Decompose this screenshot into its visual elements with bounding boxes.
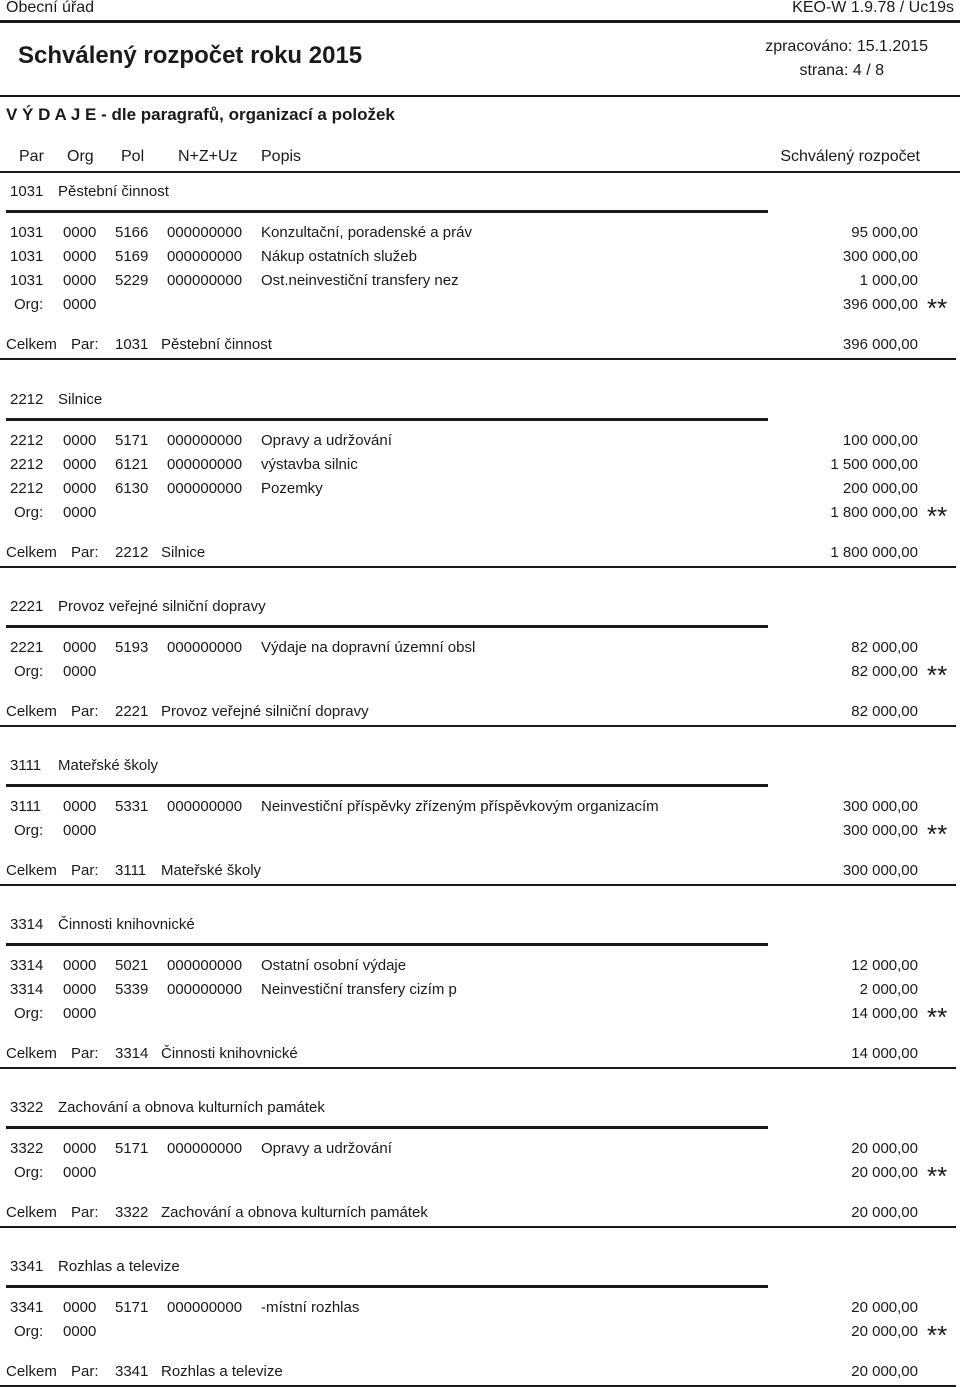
total-par-code: 2212	[115, 544, 149, 561]
total-label: Celkem	[6, 1363, 57, 1380]
row-amount: 300 000,00	[842, 798, 918, 815]
row-nzu: 000000000	[167, 798, 243, 815]
processed-info	[765, 38, 928, 56]
row-par: 3322	[10, 1140, 44, 1157]
row-pol: 5166	[115, 224, 149, 241]
section-total: 20 000,00	[851, 1204, 918, 1221]
org-subtotal: 14 000,00	[851, 1005, 918, 1022]
row-org: 0000	[63, 480, 97, 497]
org-code: 0000	[63, 296, 97, 313]
row-org: 0000	[63, 224, 97, 241]
row-nzu: 000000000	[167, 432, 243, 449]
section-total: 82 000,00	[851, 703, 918, 720]
section-total-rule	[0, 884, 956, 886]
total-label: Celkem	[6, 703, 57, 720]
row-amount: 1 000,00	[859, 272, 918, 289]
column-header-popis: Popis	[261, 148, 302, 165]
row-description: Konzultační, poradenské a práv	[261, 224, 472, 241]
row-par: 2212	[10, 432, 44, 449]
column-header-pol: Pol	[121, 148, 145, 165]
section-heading-rule	[6, 1285, 768, 1288]
row-pol: 5193	[115, 639, 149, 656]
total-par-label: Par:	[71, 862, 99, 879]
row-par: 2212	[10, 480, 44, 497]
section-heading-rule	[6, 418, 768, 421]
total-par-name: Činnosti knihovnické	[161, 1045, 298, 1062]
org-code: 0000	[63, 1005, 97, 1022]
row-amount: 1 500 000,00	[830, 456, 918, 473]
row-org: 0000	[63, 248, 97, 265]
org-code: 0000	[63, 1164, 97, 1181]
row-par: 2212	[10, 456, 44, 473]
section-heading-rule	[6, 943, 768, 946]
total-label: Celkem	[6, 1045, 57, 1062]
section-par-code: 2221	[10, 598, 44, 615]
row-pol: 5171	[115, 1299, 149, 1316]
row-pol: 5339	[115, 981, 149, 998]
total-par-name: Rozhlas a televize	[161, 1363, 283, 1380]
section-title: Rozhlas a televize	[58, 1258, 180, 1275]
subtotal-marker: **	[927, 1161, 948, 1191]
row-nzu: 000000000	[167, 957, 243, 974]
total-par-name: Zachování a obnova kulturních památek	[161, 1204, 428, 1221]
column-header-org: Org	[67, 148, 94, 165]
row-par: 2221	[10, 639, 44, 656]
org-label: Org:	[14, 1323, 44, 1340]
total-par-label: Par:	[71, 336, 99, 353]
total-par-code: 3314	[115, 1045, 149, 1062]
section-total-rule	[0, 566, 956, 568]
total-par-code: 1031	[115, 336, 149, 353]
row-par: 1031	[10, 248, 44, 265]
row-org: 0000	[63, 272, 97, 289]
row-par: 3111	[10, 798, 42, 815]
section-title: Provoz veřejné silniční dopravy	[58, 598, 266, 615]
org-code: 0000	[63, 663, 97, 680]
row-org: 0000	[63, 981, 97, 998]
row-pol: 5229	[115, 272, 149, 289]
row-description: Nákup ostatních služeb	[261, 248, 417, 265]
row-description: Ostatní osobní výdaje	[261, 957, 407, 974]
section-par-code: 3111	[10, 757, 42, 774]
row-amount: 20 000,00	[851, 1299, 918, 1316]
row-org: 0000	[63, 957, 97, 974]
total-par-label: Par:	[71, 1045, 99, 1062]
section-total: 300 000,00	[842, 862, 918, 879]
row-pol: 6130	[115, 480, 149, 497]
row-nzu: 000000000	[167, 480, 243, 497]
row-pol: 5171	[115, 1140, 149, 1157]
total-par-name: Silnice	[161, 544, 206, 561]
page-number: 4 / 8	[852, 62, 884, 79]
subtotal-marker: **	[927, 819, 948, 849]
row-amount: 100 000,00	[842, 432, 918, 449]
total-par-label: Par:	[71, 1204, 99, 1221]
total-par-name: Mateřské školy	[161, 862, 262, 879]
row-nzu: 000000000	[167, 224, 243, 241]
section-total-rule	[0, 1226, 956, 1228]
org-label: Org:	[14, 663, 44, 680]
section-title: Činnosti knihovnické	[58, 916, 195, 933]
section-title: Mateřské školy	[58, 757, 159, 774]
section-total: 14 000,00	[851, 1045, 918, 1062]
page-info	[799, 62, 884, 80]
row-amount: 12 000,00	[851, 957, 918, 974]
processed-label: zpracováno:	[765, 38, 853, 55]
org-subtotal: 300 000,00	[842, 822, 918, 839]
org-subtotal: 1 800 000,00	[830, 504, 918, 521]
org-code: 0000	[63, 504, 97, 521]
column-header-par: Par	[19, 148, 44, 165]
row-org: 0000	[63, 456, 97, 473]
row-par: 1031	[10, 272, 44, 289]
section-heading-rule	[6, 784, 768, 787]
section-total-rule	[0, 725, 956, 727]
row-par: 3314	[10, 957, 44, 974]
section-title: Silnice	[58, 391, 103, 408]
section-par-code: 2212	[10, 391, 44, 408]
total-par-name: Pěstební činnost	[161, 336, 272, 353]
row-amount: 82 000,00	[851, 639, 918, 656]
total-par-label: Par:	[71, 1363, 99, 1380]
row-amount: 2 000,00	[859, 981, 918, 998]
section-total-rule	[0, 1067, 956, 1069]
section-par-code: 3341	[10, 1258, 44, 1275]
report-subtitle: V Ý D A J E - dle paragrafů, organizací a položek	[6, 105, 395, 124]
row-pol: 5021	[115, 957, 149, 974]
subtotal-marker: **	[927, 1002, 948, 1032]
total-label: Celkem	[6, 1204, 57, 1221]
org-code: 0000	[63, 822, 97, 839]
row-pol: 5331	[115, 798, 149, 815]
column-header-rule	[0, 171, 960, 173]
row-org: 0000	[63, 432, 97, 449]
section-par-code: 1031	[10, 183, 44, 200]
row-pol: 6121	[115, 456, 149, 473]
row-par: 1031	[10, 224, 44, 241]
total-label: Celkem	[6, 336, 57, 353]
row-nzu: 000000000	[167, 639, 243, 656]
row-amount: 95 000,00	[851, 224, 918, 241]
row-description: Neinvestiční transfery cizím p	[261, 981, 457, 998]
row-description: Pozemky	[261, 480, 323, 497]
total-par-label: Par:	[71, 703, 99, 720]
row-nzu: 000000000	[167, 1140, 243, 1157]
row-nzu: 000000000	[167, 1299, 243, 1316]
org-code: 0000	[63, 1323, 97, 1340]
row-org: 0000	[63, 1140, 97, 1157]
section-total: 396 000,00	[842, 336, 918, 353]
row-pol: 5171	[115, 432, 149, 449]
section-title: Zachování a obnova kulturních památek	[58, 1099, 325, 1116]
row-description: Neinvestiční příspěvky zřízeným příspěvkovým organizacím	[261, 798, 659, 815]
processed-date: 15.1.2015	[856, 38, 928, 55]
page-title: Schválený rozpočet roku 2015	[18, 42, 363, 69]
section-total-rule	[0, 358, 956, 360]
row-description: -místní rozhlas	[261, 1299, 360, 1316]
row-org: 0000	[63, 1299, 97, 1316]
section-total: 20 000,00	[851, 1363, 918, 1380]
system-version: KEO-W 1.9.78 / Uc19s	[792, 0, 954, 16]
row-description: Opravy a udržování	[261, 432, 392, 449]
section-heading-rule	[6, 210, 768, 213]
org-subtotal: 82 000,00	[851, 663, 918, 680]
row-description: Výdaje na dopravní územní obsl	[261, 639, 476, 656]
org-label: Org:	[14, 296, 44, 313]
org-label: Org:	[14, 1005, 44, 1022]
total-par-code: 3111	[115, 862, 147, 879]
section-heading-rule	[6, 1126, 768, 1129]
total-par-code: 3341	[115, 1363, 149, 1380]
org-label: Org:	[14, 822, 44, 839]
subtotal-marker: **	[927, 660, 948, 690]
header-bottom-rule	[0, 95, 960, 97]
office-name: Obecní úřad	[6, 0, 95, 16]
org-label: Org:	[14, 504, 44, 521]
header-top-rule	[0, 20, 960, 23]
org-subtotal: 20 000,00	[851, 1323, 918, 1340]
row-pol: 5169	[115, 248, 149, 265]
row-par: 3314	[10, 981, 44, 998]
row-description: Opravy a udržování	[261, 1140, 392, 1157]
total-par-name: Provoz veřejné silniční dopravy	[161, 703, 369, 720]
row-amount: 200 000,00	[842, 480, 918, 497]
row-nzu: 000000000	[167, 272, 243, 289]
total-par-code: 2221	[115, 703, 149, 720]
section-par-code: 3322	[10, 1099, 44, 1116]
row-nzu: 000000000	[167, 456, 243, 473]
row-nzu: 000000000	[167, 981, 243, 998]
subtotal-marker: **	[927, 501, 948, 531]
total-par-code: 3322	[115, 1204, 149, 1221]
row-org: 0000	[63, 639, 97, 656]
page-label: strana:	[799, 62, 849, 79]
total-label: Celkem	[6, 862, 57, 879]
section-par-code: 3314	[10, 916, 44, 933]
section-heading-rule	[6, 625, 768, 628]
row-description: výstavba silnic	[261, 456, 358, 473]
total-label: Celkem	[6, 544, 57, 561]
column-header-amount: Schválený rozpočet	[780, 148, 920, 165]
org-subtotal: 20 000,00	[851, 1164, 918, 1181]
org-label: Org:	[14, 1164, 44, 1181]
row-nzu: 000000000	[167, 248, 243, 265]
column-header-nzu: N+Z+Uz	[178, 148, 238, 165]
section-total: 1 800 000,00	[830, 544, 918, 561]
total-par-label: Par:	[71, 544, 99, 561]
row-amount: 300 000,00	[842, 248, 918, 265]
row-org: 0000	[63, 798, 97, 815]
section-title: Pěstební činnost	[58, 183, 169, 200]
row-par: 3341	[10, 1299, 44, 1316]
org-subtotal: 396 000,00	[842, 296, 918, 313]
row-amount: 20 000,00	[851, 1140, 918, 1157]
subtotal-marker: **	[927, 293, 948, 323]
subtotal-marker: **	[927, 1320, 948, 1350]
row-description: Ost.neinvestiční transfery nez	[261, 272, 459, 289]
